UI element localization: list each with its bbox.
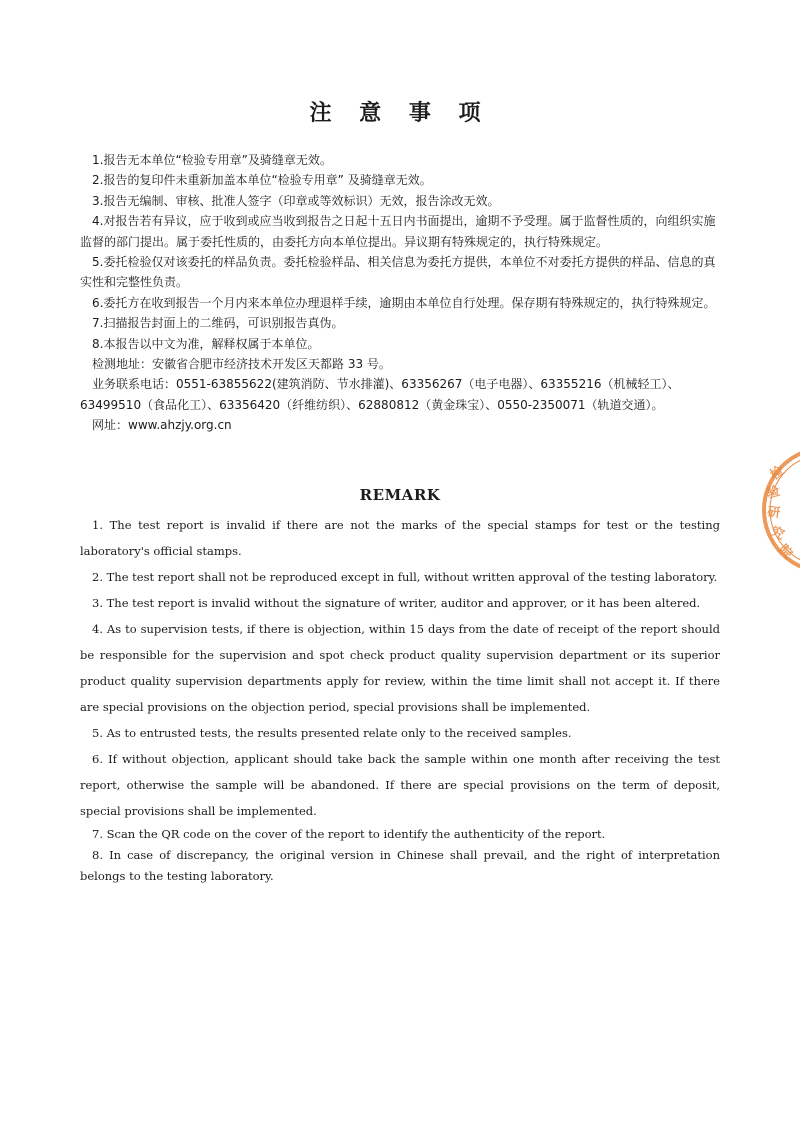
remark-item-6: 6. If without objection, applicant should take back the sample within one month after receiving the test report, otherwise the sample will be abandoned. If there are special provisions on the term of deposit, special provisions shall be implemented. bbox=[80, 752, 720, 818]
website: 网址：www.ahzjy.org.cn bbox=[92, 418, 232, 433]
notice-item-2: 2.报告的复印件未重新加盖本单位“检验专用章” 及骑缝章无效。 bbox=[92, 173, 432, 188]
svg-text:研: 研 bbox=[766, 505, 781, 522]
business-phone: 业务联系电话：0551-63855622(建筑消防、节水排灌)、63356267（电子电器）、63355216（机械轻工）、63499510（食品化工）、63356420（纤维纺织）、62880812（黄金珠宝）、0550-2350071（轨道交通）。 bbox=[80, 377, 680, 412]
notice-item-4: 4.对报告若有异议，应于收到或应当收到报告之日起十五日内书面提出，逾期不予受理。属于监督性质的，向组织实施监督的部门提出。属于委托性质的，由委托方向本单位提出。异议期有特殊规定的，执行特殊规定。 bbox=[80, 214, 716, 249]
notice-item-5: 5.委托检验仅对该委托的样品负责。委托检验样品、相关信息为委托方提供，本单位不对委托方提供的样品、信息的真实性和完整性负责。 bbox=[80, 255, 716, 290]
remark-item-3: 3. The test report is invalid without the signature of writer, auditor and approver, or it has been altered. bbox=[92, 596, 701, 610]
remark-item-5: 5. As to entrusted tests, the results presented relate only to the received samples. bbox=[92, 726, 572, 740]
official-seal-icon bbox=[748, 440, 800, 580]
remark-item-7: 7. Scan the QR code on the cover of the report to identify the authenticity of the report. bbox=[92, 827, 606, 841]
english-remark-list bbox=[80, 512, 720, 887]
notice-item-3: 3.报告无编制、审核、批准人签字（印章或等效标识）无效，报告涂改无效。 bbox=[92, 193, 500, 208]
notice-item-8: 8.本报告以中文为准，解释权属于本单位。 bbox=[92, 336, 320, 351]
notice-title: 注 意 事 项 bbox=[309, 101, 491, 126]
notice-item-1: 1.报告无本单位“检验专用章”及骑缝章无效。 bbox=[92, 153, 332, 167]
notice-item-7: 7.扫描报告封面上的二维码，可识别报告真伪。 bbox=[92, 316, 344, 331]
remark-item-4: 4. As to supervision tests, if there is objection, within 15 days from the date of receipt of the report should be responsible for the supervision and spot check product quality supervision department or its superior product quality supervision departments apply for review, within the time limit shall not accept it. If there are special provisions on the objection period, special provisions shall be implemented. bbox=[80, 622, 720, 714]
svg-text:验: 验 bbox=[765, 484, 782, 502]
remark-item-1: 1. The test report is invalid if there are not the marks of the special stamps for test or the testing laboratory's official stamps. bbox=[80, 518, 720, 558]
test-address: 检测地址：安徽省合肥市经济技术开发区天都路 33 号。 bbox=[92, 357, 391, 372]
notice-item-6: 6.委托方在收到报告一个月内来本单位办理退样手续，逾期由本单位自行处理。保存期有特殊规定的，执行特殊规定。 bbox=[92, 295, 716, 310]
remark-item-2: 2. The test report shall not be reproduced except in full, without written approval of the testing laboratory. bbox=[92, 570, 718, 584]
svg-text:院: 院 bbox=[775, 542, 795, 563]
remark-item-8: 8. In case of discrepancy, the original version in Chinese shall prevail, and the right of interpretation belongs to the testing laboratory. bbox=[80, 848, 720, 883]
chinese-notice-list bbox=[80, 150, 720, 436]
svg-text:检: 检 bbox=[767, 463, 787, 484]
remark-title: REMARK bbox=[359, 486, 441, 504]
svg-text:究: 究 bbox=[768, 524, 787, 544]
